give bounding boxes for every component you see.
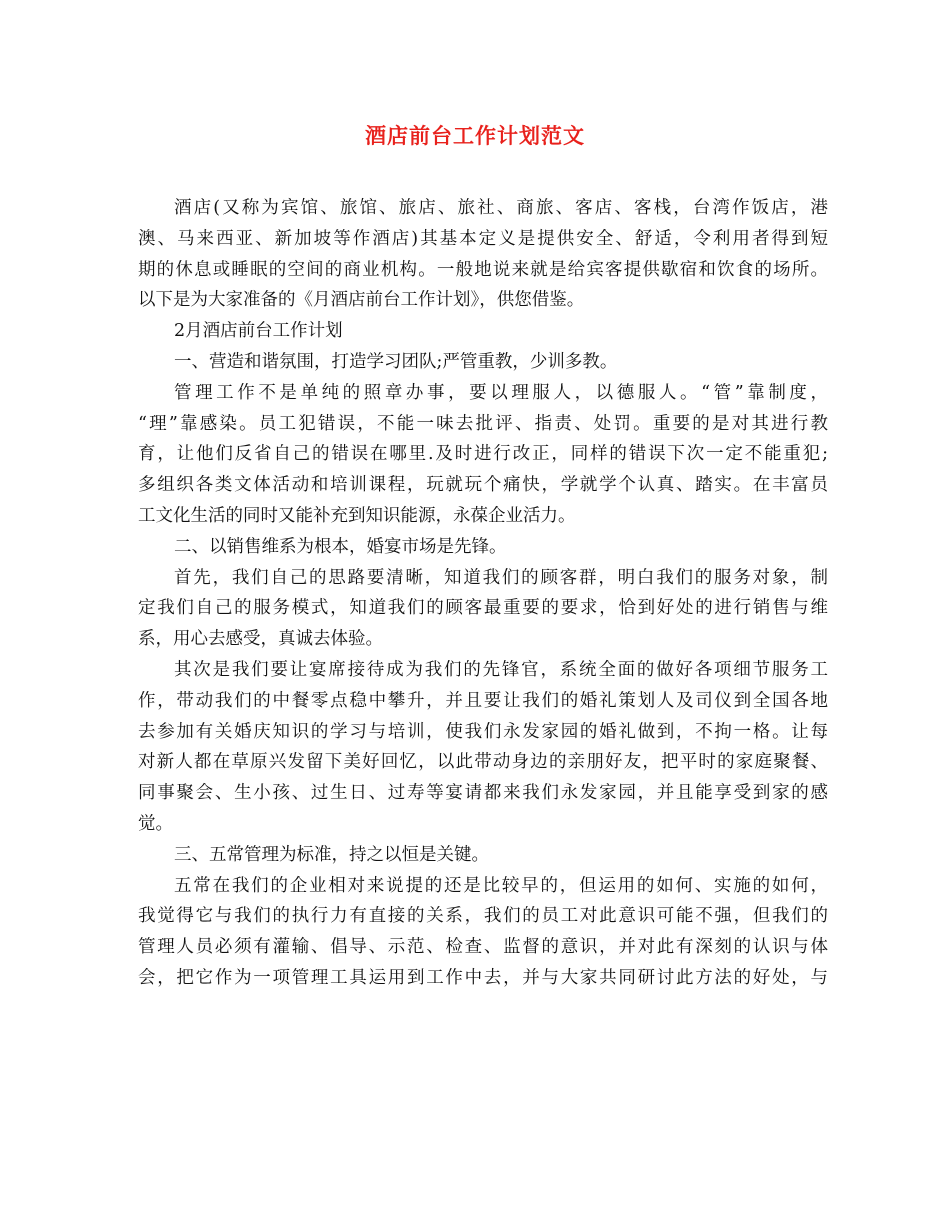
text-line: 二、以销售维系为根本，婚宴市场是先锋。 bbox=[174, 536, 507, 557]
text-line: 酒店(又称为宾馆、旅馆、旅店、旅社、商旅、客店、客栈，台湾作饭店，港 bbox=[174, 198, 828, 218]
document-title: 酒店前台工作计划范文 bbox=[365, 123, 585, 148]
text-line: 对新人都在草原兴发留下美好回忆，以此带动身边的亲朋好友，把平时的家庭聚餐、 bbox=[138, 752, 828, 773]
document-body bbox=[138, 193, 828, 994]
text-line: 作，带动我们的中餐零点稳中攀升，并且要让我们的婚礼策划人及司仪到全国各地 bbox=[138, 690, 828, 711]
text-line: 我觉得它与我们的执行力有直接的关系，我们的员工对此意识可能不强，但我们的 bbox=[138, 906, 828, 927]
text-line: 定我们自己的服务模式，知道我们的顾客最重要的要求，恰到好处的进行销售与维 bbox=[138, 598, 828, 619]
text-line: 澳、马来西亚、新加坡等作酒店)其基本定义是提供安全、舒适，令利用者得到短 bbox=[138, 228, 828, 249]
text-line: 管理人员必须有灌输、倡导、示范、检查、监督的意识，并对此有深刻的认识与体 bbox=[138, 937, 828, 958]
text-line: 去参加有关婚庆知识的学习与培训，使我们永发家园的婚礼做到，不拘一格。让每 bbox=[138, 721, 828, 742]
text-line: 觉。 bbox=[138, 813, 173, 834]
text-line: “理”靠感染。员工犯错误，不能一味去批评、指责、处罚。重要的是对其进行教 bbox=[138, 413, 828, 434]
text-line: 同事聚会、生小孩、过生日、过寿等宴请都来我们永发家园，并且能享受到家的感 bbox=[138, 783, 828, 804]
text-line: 育，让他们反省自己的错误在哪里.及时进行改正，同样的错误下次一定不能重犯; bbox=[138, 444, 828, 465]
text-line: 工文化生活的同时又能补充到知识能源，永葆企业活力。 bbox=[138, 505, 576, 526]
text-line: 三、五常管理为标准，持之以恒是关键。 bbox=[174, 844, 489, 865]
text-line: 多组织各类文体活动和培训课程，玩就玩个痛快，学就学个认真、踏实。在丰富员 bbox=[138, 475, 828, 496]
text-line: 其次是我们要让宴席接待成为我们的先锋官，系统全面的做好各项细节服务工 bbox=[174, 659, 828, 680]
text-line: 会，把它作为一项管理工具运用到工作中去，并与大家共同研讨此方法的好处，与 bbox=[138, 967, 828, 988]
text-line: 首先，我们自己的思路要清晰，知道我们的顾客群，明白我们的服务对象，制 bbox=[174, 567, 828, 588]
text-line: 期的休息或睡眠的空间的商业机构。一般地说来就是给宾客提供歇宿和饮食的场所。 bbox=[138, 259, 828, 280]
text-line: 以下是为大家准备的《月酒店前台工作计划》，供您借鉴。 bbox=[138, 290, 585, 311]
text-line: 一、营造和谐氛围，打造学习团队;严管重教，少训多教。 bbox=[174, 351, 618, 372]
text-line: 系，用心去感受，真诚去体验。 bbox=[138, 629, 383, 650]
text-line: 五常在我们的企业相对来说提的还是比较早的，但运用的如何、实施的如何， bbox=[174, 875, 828, 896]
text-line: 管理工作不是单纯的照章办事，要以理服人，以德服人。“管”靠制度， bbox=[174, 382, 828, 403]
text-line: 2月酒店前台工作计划 bbox=[174, 321, 343, 342]
